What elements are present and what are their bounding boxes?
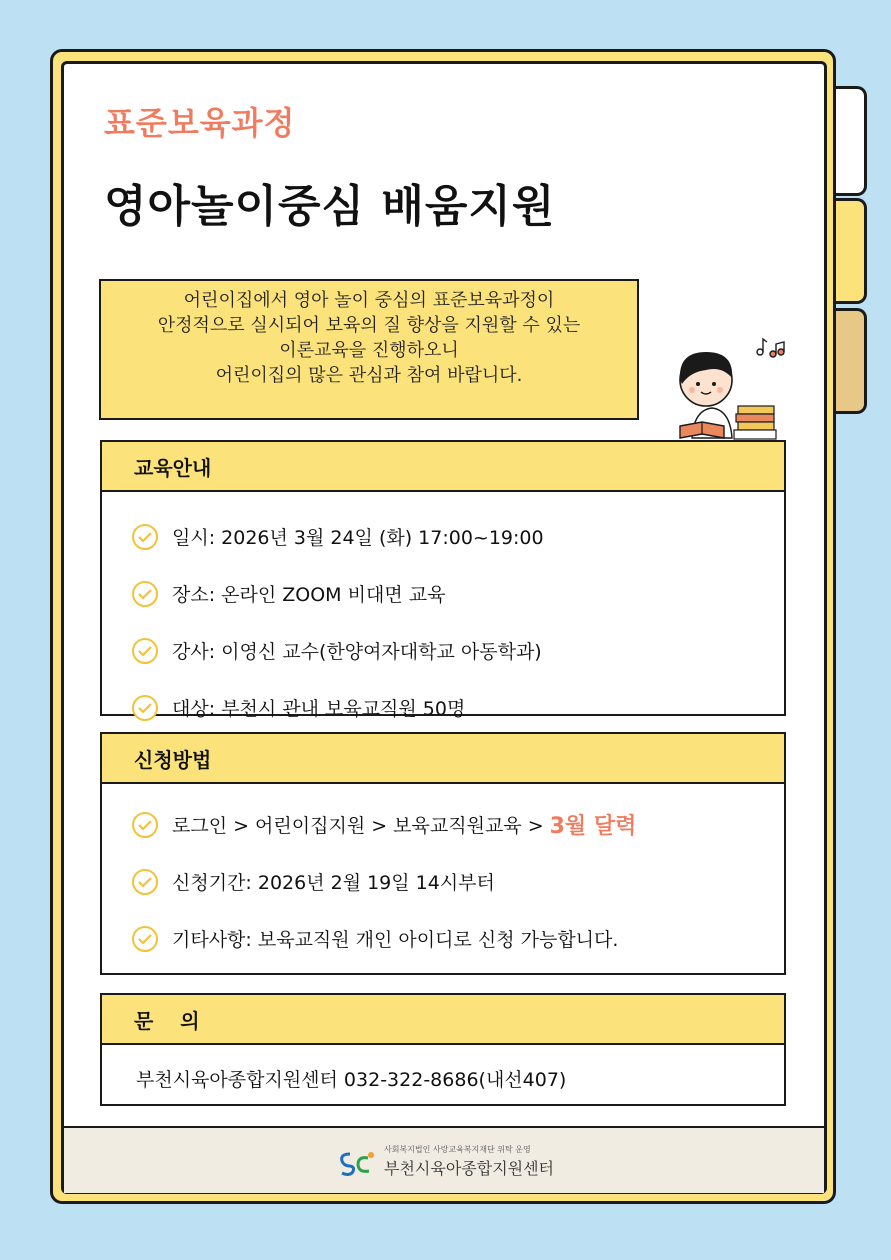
music-note-icon <box>757 339 784 357</box>
list-item <box>132 565 784 622</box>
education-info-box <box>100 440 786 720</box>
list-item <box>132 796 784 853</box>
list-item <box>132 853 784 910</box>
application-box <box>100 732 786 975</box>
check-circle-icon <box>132 869 158 895</box>
org-name: 부천시육아종합지원센터 <box>384 1159 555 1178</box>
education-target: 대상: 부천시 관내 보육교직원 50명 <box>172 698 466 720</box>
check-circle-icon <box>132 926 158 952</box>
application-period: 신청기간: 2026년 2월 19일 14시부터 <box>172 872 495 894</box>
intro-line: 어린이집에서 영아 놀이 중심의 표준보육과정이 <box>183 290 555 311</box>
list-item <box>132 679 784 736</box>
child-reading-illustration <box>670 330 790 442</box>
intro-line: 안정적으로 실시되어 보육의 질 향상을 지원할 수 있는 <box>157 315 581 336</box>
intro-line: 이론교육을 진행하오니 <box>279 340 459 361</box>
intro-line: 어린이집의 많은 관심과 참여 바랍니다. <box>215 365 523 386</box>
page-title: 영아놀이중심 배움지원 <box>104 181 556 232</box>
check-circle-icon <box>132 581 158 607</box>
check-circle-icon <box>132 695 158 721</box>
page-subtitle: 표준보육과정 <box>104 104 296 142</box>
list-item <box>132 910 784 967</box>
application-notes: 기타사항: 보육교직원 개인 아이디로 신청 가능합니다. <box>172 929 619 951</box>
inquiry-heading: 문 의 <box>102 995 784 1045</box>
logo-icon <box>338 1148 378 1176</box>
check-circle-icon <box>132 812 158 838</box>
education-location: 장소: 온라인 ZOOM 비대면 교육 <box>172 584 446 606</box>
education-heading: 교육안내 <box>102 442 784 492</box>
application-path-highlight: 3월 달력 <box>549 814 637 839</box>
intro-box <box>99 279 639 420</box>
inquiry-contact: 부천시육아종합지원센터 032-322-8686(내선407) <box>136 1069 567 1091</box>
application-path: 로그인 > 어린이집지원 > 보육교직원교육 > <box>172 815 544 837</box>
list-item <box>132 622 784 679</box>
inquiry-box <box>100 993 786 1106</box>
education-date: 일시: 2026년 3월 24일 (화) 17:00~19:00 <box>172 527 544 549</box>
check-circle-icon <box>132 638 158 664</box>
check-circle-icon <box>132 524 158 550</box>
org-operator: 사회복지법인 사랑교육복지재단 위탁 운영 <box>384 1145 531 1154</box>
education-instructor: 강사: 이영신 교수(한양여자대학교 아동학과) <box>172 641 542 663</box>
application-heading: 신청방법 <box>102 734 784 784</box>
org-logo <box>338 1144 554 1179</box>
list-item <box>132 508 784 565</box>
